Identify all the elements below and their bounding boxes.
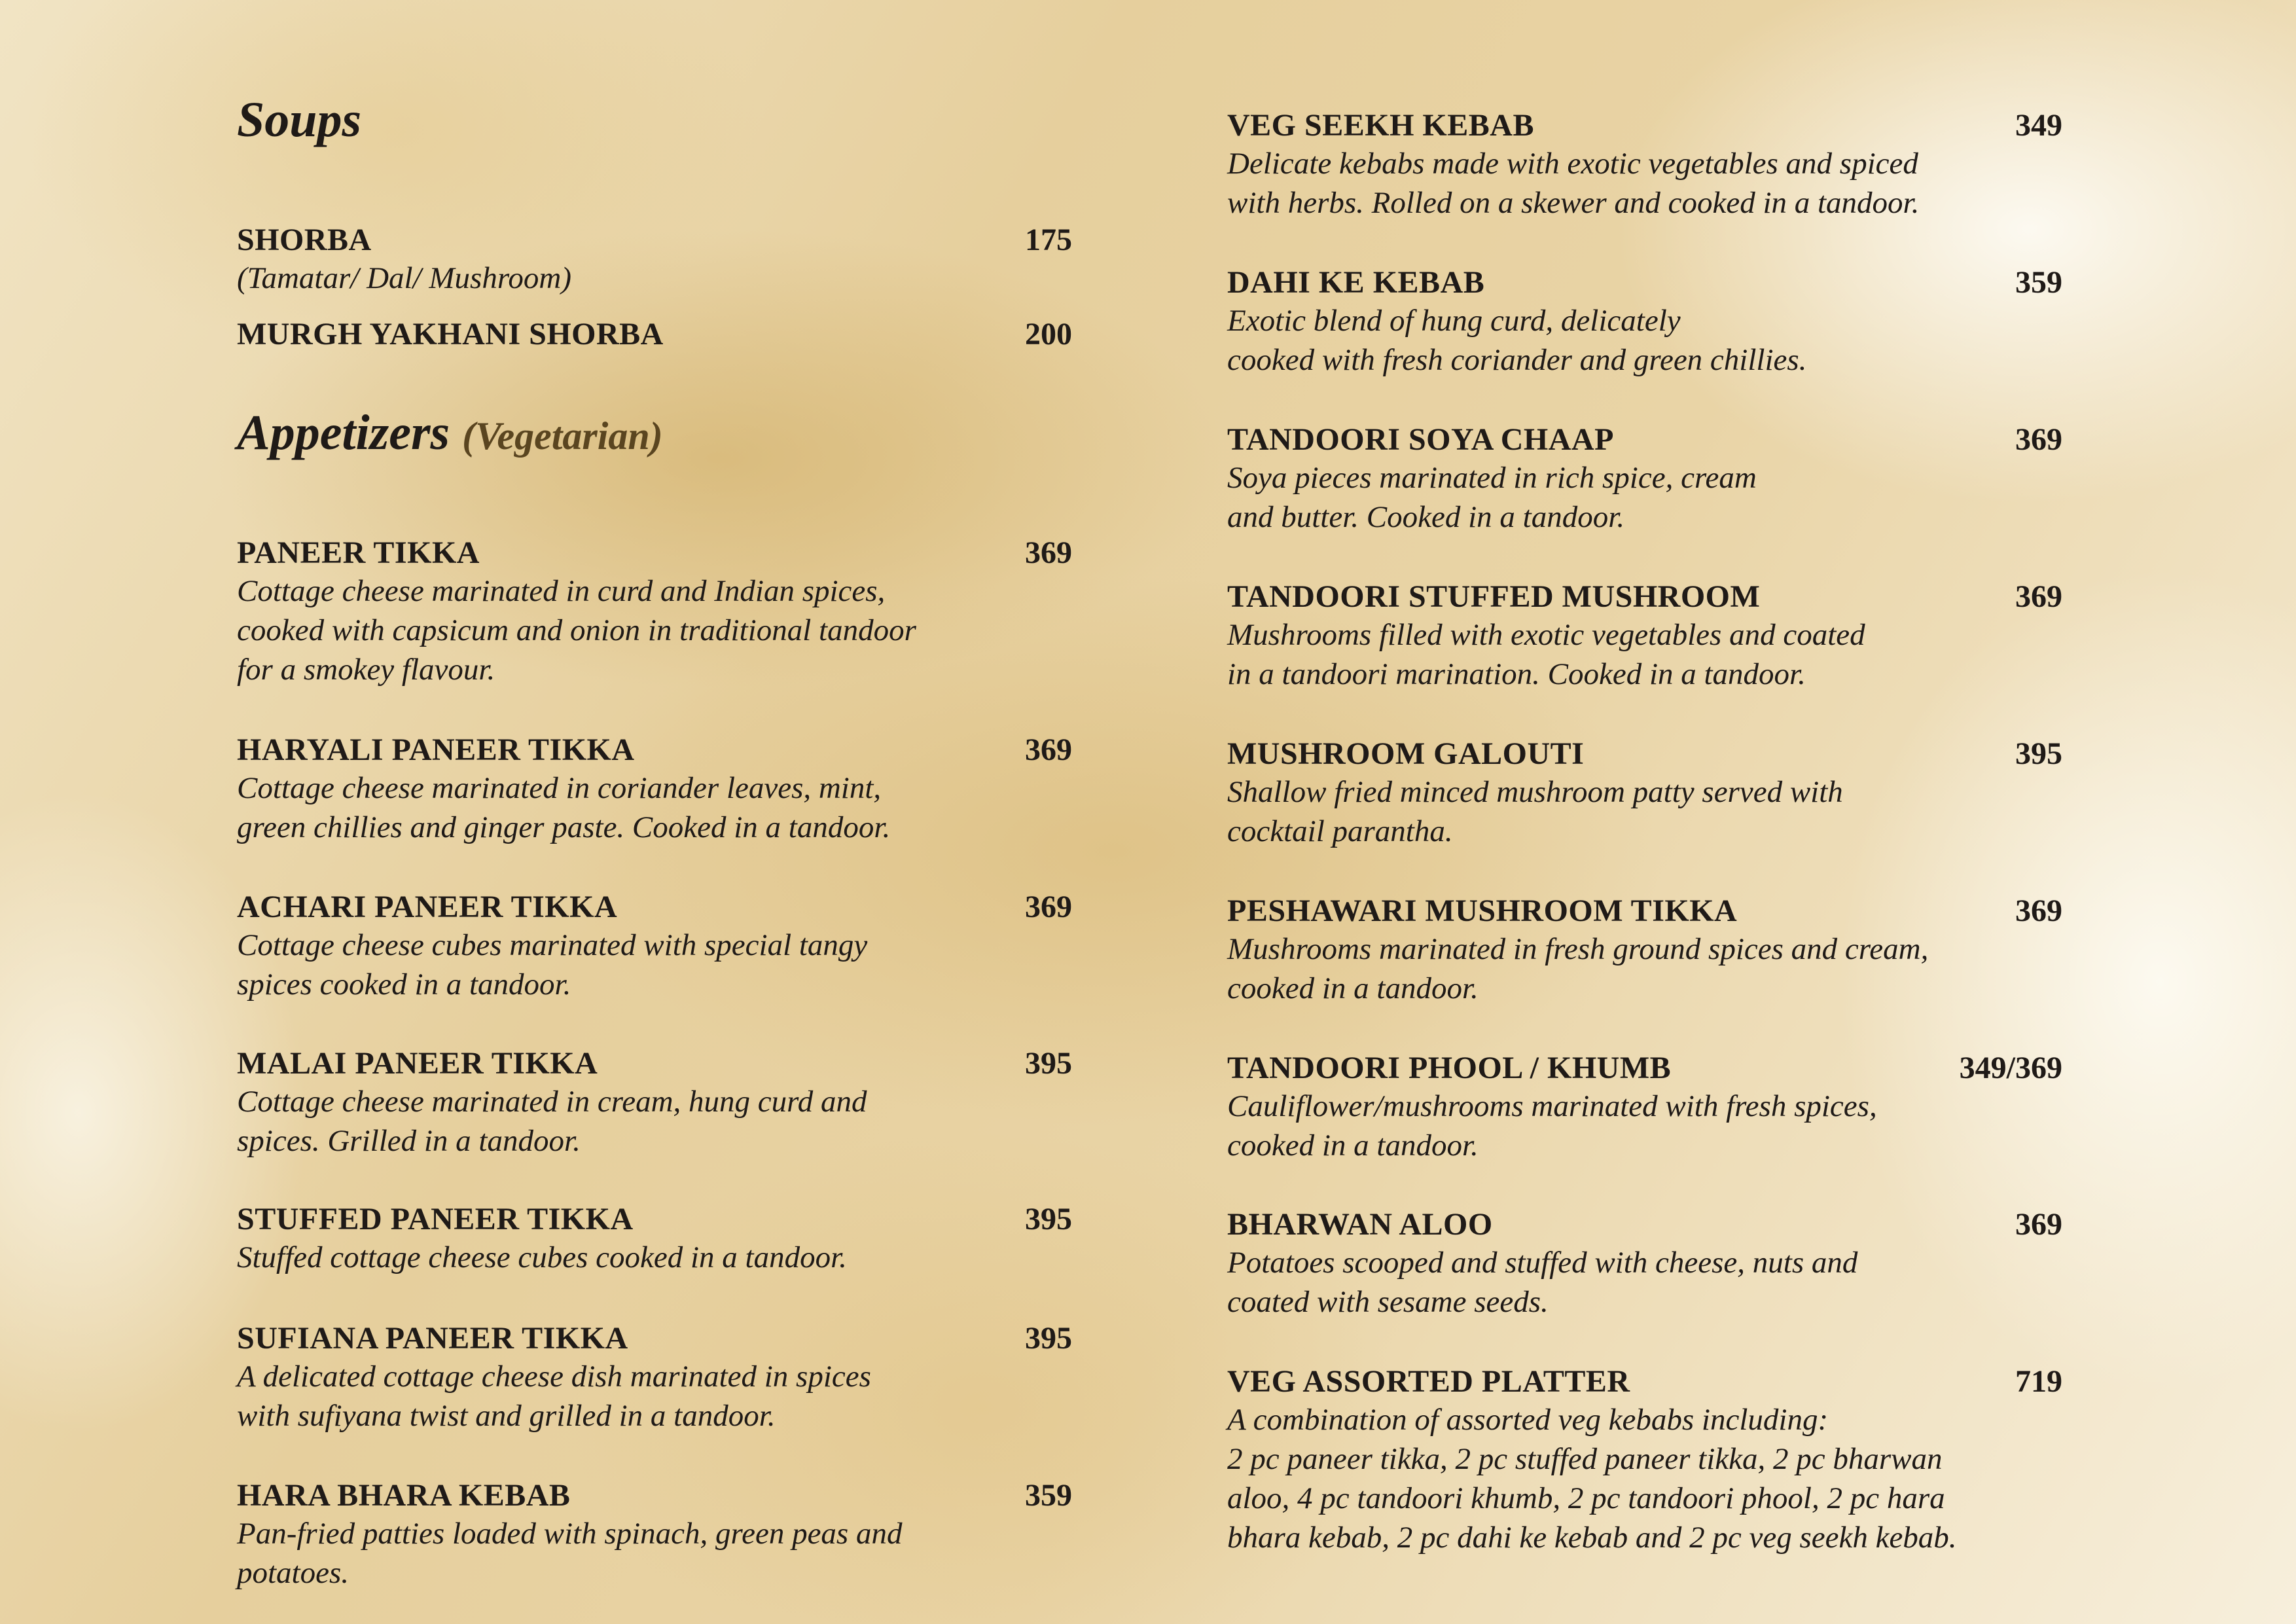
item-name: BHARWAN ALOO [1227, 1207, 1493, 1242]
item-description [1227, 615, 1865, 694]
menu-item [237, 533, 1072, 691]
item-price: 349/369 [1959, 1051, 2062, 1085]
menu-item [1227, 892, 2062, 1009]
item-name: VEG SEEKH KEBAB [1227, 108, 1534, 143]
item-description-line: Pan-fried patties loaded with spinach, green peas and [237, 1517, 903, 1551]
item-description-line: Cottage cheese marinated in curd and Indian spices, [237, 574, 886, 608]
item-description-line: Mushrooms filled with exotic vegetables and coated [1227, 618, 1865, 652]
item-description-line: (Tamatar/ Dal/ Mushroom) [237, 261, 571, 295]
item-price: 349 [2015, 108, 2062, 143]
item-description-line: potatoes. [237, 1556, 350, 1590]
menu-item [237, 731, 1072, 848]
item-description-line: spices. Grilled in a tandoor. [237, 1124, 581, 1158]
item-description [1227, 929, 1928, 1008]
item-name: HARA BHARA KEBAB [237, 1478, 571, 1513]
menu-item [237, 1319, 1072, 1437]
item-description-line: A combination of assorted veg kebabs including: [1227, 1403, 1829, 1437]
item-price: 395 [2015, 736, 2062, 771]
item-name: SHORBA [237, 223, 372, 257]
item-description-line: A delicated cottage cheese dish marinated in spices [237, 1360, 871, 1394]
item-price: 395 [1025, 1321, 1072, 1356]
item-description-line: 2 pc paneer tikka, 2 pc stuffed paneer tikka, 2 pc bharwan [1227, 1442, 1943, 1476]
item-description [237, 1082, 867, 1161]
item-description-line: Potatoes scooped and stuffed with cheese, nuts and [1227, 1246, 1858, 1280]
menu-item [237, 221, 1072, 299]
item-description-line: in a tandoori marination. Cooked in a tandoor. [1227, 657, 1806, 691]
menu-item [1227, 420, 2062, 538]
item-price: 369 [2015, 1207, 2062, 1242]
item-name: STUFFED PANEER TIKKA [237, 1202, 634, 1236]
item-description-line: Cottage cheese cubes marinated with special tangy [237, 928, 868, 962]
item-description-line: Mushrooms marinated in fresh ground spices and cream, [1227, 932, 1929, 966]
item-description [237, 768, 890, 847]
item-name: TANDOORI PHOOL / KHUMB [1227, 1051, 1672, 1085]
item-description-line: cooked in a tandoor. [1227, 971, 1479, 1005]
item-description-line: with herbs. Rolled on a skewer and cooked in a tandoor. [1227, 186, 1920, 220]
item-price: 369 [2015, 422, 2062, 457]
item-description-line: Stuffed cottage cheese cubes cooked in a tandoor. [237, 1240, 847, 1274]
item-name: SUFIANA PANEER TIKKA [237, 1321, 628, 1356]
item-description [1227, 1400, 1957, 1557]
menu-item [1227, 1362, 2062, 1559]
item-description-line: Cauliflower/mushrooms marinated with fresh spices, [1227, 1089, 1877, 1123]
item-name: HARYALI PANEER TIKKA [237, 732, 635, 767]
item-description [237, 1357, 871, 1435]
item-price: 200 [1025, 317, 1072, 352]
item-description-line: green chillies and ginger paste. Cooked in a tandoor. [237, 810, 891, 844]
item-description [237, 926, 867, 1004]
item-description [1227, 1243, 1857, 1322]
item-description-line: coated with sesame seeds. [1227, 1285, 1549, 1319]
menu-item [237, 1200, 1072, 1278]
item-price: 719 [2015, 1364, 2062, 1399]
item-price: 175 [1025, 223, 1072, 257]
item-description-line: cooked with fresh coriander and green chillies. [1227, 343, 1807, 377]
item-description-line: Cottage cheese marinated in coriander leaves, mint, [237, 771, 882, 805]
item-description [237, 259, 571, 298]
item-price: 359 [2015, 265, 2062, 300]
item-price: 369 [2015, 579, 2062, 614]
item-description [1227, 301, 1806, 380]
item-price: 395 [1025, 1046, 1072, 1081]
item-description-line: Shallow fried minced mushroom patty served with [1227, 775, 1843, 809]
item-price: 359 [1025, 1478, 1072, 1513]
item-name: VEG ASSORTED PLATTER [1227, 1364, 1630, 1399]
item-description-line: Soya pieces marinated in rich spice, cream [1227, 461, 1757, 495]
item-description-line: Exotic blend of hung curd, delicately [1227, 304, 1681, 338]
item-description-line: cooked with capsicum and onion in traditional tandoor [237, 613, 916, 647]
item-price: 369 [2015, 893, 2062, 928]
item-description [1227, 772, 1843, 851]
item-description-line: cocktail parantha. [1227, 814, 1453, 848]
item-name: DAHI KE KEBAB [1227, 265, 1485, 300]
item-description [237, 1514, 902, 1593]
item-name: PANEER TIKKA [237, 535, 480, 570]
menu-item [237, 1044, 1072, 1162]
item-description [1227, 1087, 1877, 1165]
item-name: MALAI PANEER TIKKA [237, 1046, 598, 1081]
item-name: TANDOORI STUFFED MUSHROOM [1227, 579, 1761, 614]
item-description-line: and butter. Cooked in a tandoor. [1227, 500, 1625, 534]
menu-item [237, 888, 1072, 1005]
item-description-line: aloo, 4 pc tandoori khumb, 2 pc tandoori phool, 2 pc hara [1227, 1481, 1945, 1515]
item-description-line: spices cooked in a tandoor. [237, 967, 571, 1001]
menu-item [1227, 577, 2062, 695]
menu-item [1227, 263, 2062, 381]
item-description-line: cooked in a tandoor. [1227, 1128, 1479, 1163]
item-name: MUSHROOM GALOUTI [1227, 736, 1585, 771]
item-description-line: Delicate kebabs made with exotic vegetables and spiced [1227, 147, 1918, 181]
menu-item [1227, 1049, 2062, 1166]
item-description-line: for a smokey flavour. [237, 653, 495, 687]
item-price: 369 [1025, 535, 1072, 570]
item-description-line: Cottage cheese marinated in cream, hung curd and [237, 1085, 867, 1119]
item-description [1227, 144, 1919, 223]
menu-item [237, 1476, 1072, 1594]
appetizers-subtitle: (Vegetarian) [462, 414, 663, 458]
soups-heading [237, 92, 361, 149]
item-price: 369 [1025, 890, 1072, 924]
item-name: MURGH YAKHANI SHORBA [237, 317, 664, 352]
item-description [237, 1238, 847, 1277]
item-name: TANDOORI SOYA CHAAP [1227, 422, 1614, 457]
item-name: PESHAWARI MUSHROOM TIKKA [1227, 893, 1738, 928]
appetizers-heading [237, 405, 663, 461]
item-description-line: bhara kebab, 2 pc dahi ke kebab and 2 pc veg seekh kebab. [1227, 1521, 1957, 1555]
item-description-line: with sufiyana twist and grilled in a tandoor. [237, 1399, 776, 1433]
soups-title: Soups [237, 92, 362, 147]
menu-item [1227, 106, 2062, 224]
menu-item [1227, 734, 2062, 852]
item-description [237, 571, 916, 689]
appetizers-title: Appetizers [237, 405, 450, 460]
menu-item [237, 315, 1072, 354]
menu-item [1227, 1205, 2062, 1323]
item-price: 395 [1025, 1202, 1072, 1236]
item-name: ACHARI PANEER TIKKA [237, 890, 618, 924]
item-description [1227, 458, 1757, 537]
item-price: 369 [1025, 732, 1072, 767]
